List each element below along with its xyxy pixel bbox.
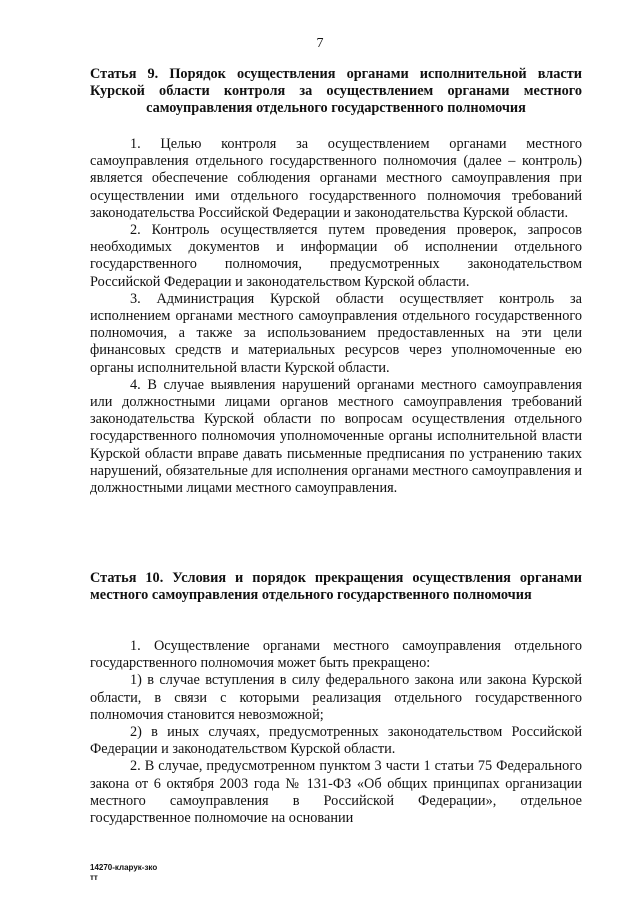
article-9-title: Статья 9. Порядок осуществления органами исполнительной власти Курской области контроля за осуществлением органами местного самоуправления отдельного государственного полномочия (90, 66, 582, 116)
article-9-paragraph-2: 2. Контроль осуществляется путем проведения проверок, запросов необходимых документов и информации об исполнении отдельного государственного полномочия, предусмотренных законодательством Российской Федерации и законодательством Курской области. (90, 222, 582, 290)
article-9-paragraph-3: 3. Администрация Курской области осуществляет контроль за исполнением органами местного самоуправления отдельного государственного полномочия, а также за использованием предоставленных на эти цели финансовых средств и материальных ресурсов через уполномоченные ею органы исполнительной власти Курской области. (90, 290, 582, 376)
article-10-paragraph-2: 2. В случае, предусмотренном пунктом 3 части 1 статьи 75 Федерального закона от 6 октября 2003 года № 131-ФЗ «Об общих принципах организации местного самоуправления в Российской Федерации», отдельное государственное полномочие на основании (90, 758, 582, 827)
page-number: 7 (316, 36, 324, 51)
article-10-paragraph-1: 1. Осуществление органами местного самоуправления отдельного государственного полномочия может быть прекращено: (90, 638, 582, 672)
article-10-body (90, 638, 582, 827)
article-10-item-1: 1) в случае вступления в силу федерального закона или закона Курской области, в связи с которыми реализация отдельного государственного полномочия становится невозможной; (90, 672, 582, 723)
article-10-item-2: 2) в иных случаях, предусмотренных законодательством Российской Федерации и законодательством Курской области. (90, 724, 582, 758)
article-9-body (90, 136, 582, 497)
article-10-title: Статья 10. Условия и порядок прекращения осуществления органами местного самоуправления отдельного государственного полномочия (90, 570, 582, 603)
article-9-paragraph-4: 4. В случае выявления нарушений органами местного самоуправления или должностными лицами органов местного самоуправления требований законодательства Курской области по вопросам осуществления отдельного государственного полномочия уполномоченные органы исполнительной власти Курской области вправе давать письменные предписания по устранению таких нарушений, обязательные для исполнения органами местного самоуправления и должностными лицами местного самоуправления. (90, 376, 582, 497)
footer-code (90, 863, 157, 883)
footer-line-2: тт (90, 873, 98, 882)
article-9-paragraph-1: 1. Целью контроля за осуществлением органами местного самоуправления отдельного государственного полномочия (далее – контроль) является обеспечение соблюдения органами местного самоуправления при осуществлении ими отдельного государственного полномочия требований законодательства Российской Федерации и законодательства Курской области. (90, 136, 582, 221)
footer-line-1: 14270-кларук-зко (90, 863, 158, 872)
